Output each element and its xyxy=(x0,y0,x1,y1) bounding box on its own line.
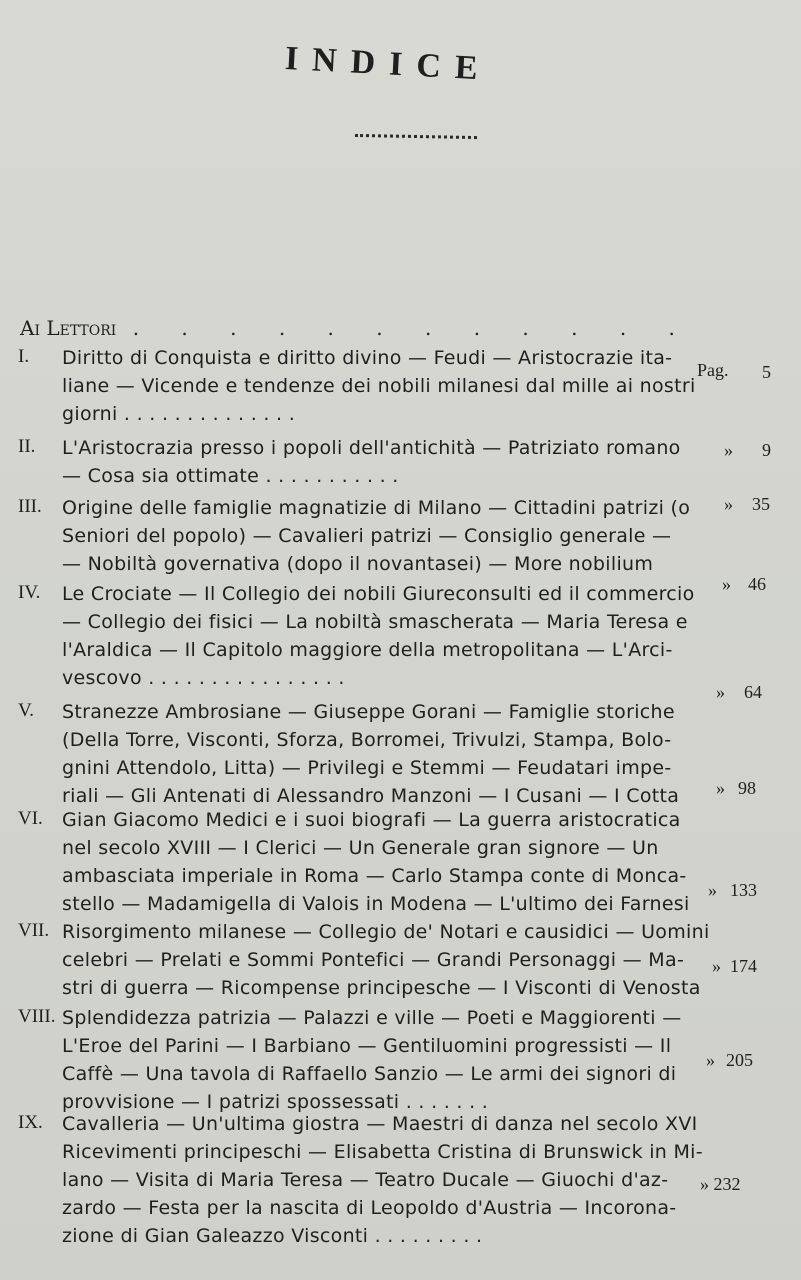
chapter-line: Ricevimenti principeschi — Elisabetta Cristina di Brunswick in Mi- xyxy=(62,1141,703,1163)
chapter-line: Origine delle famiglie magnatizie di Milano — Cittadini patrizi (o xyxy=(62,497,691,519)
chapter-line: L'Eroe del Parini — I Barbiano — Gentiluomini progressisti — Il xyxy=(62,1035,672,1057)
chapter-line: Risorgimento milanese — Collegio de' Notari e causidici — Uomini xyxy=(62,921,710,943)
chapter-number: II. xyxy=(18,436,36,457)
chapter-line: Stranezze Ambrosiane — Giuseppe Gorani — Famiglie storiche xyxy=(62,701,675,723)
chapter-number: III. xyxy=(18,496,42,517)
page-number: 205 xyxy=(726,1050,753,1070)
page-number: 98 xyxy=(738,778,756,798)
index-title: INDICE xyxy=(284,40,493,88)
chapter-line: vescovo . . . . . . . . . . . . . . . . xyxy=(62,667,345,689)
chapter-number: I. xyxy=(18,346,30,367)
chapter-line: Cavalleria — Un'ultima giostra — Maestri di danza nel secolo XVI xyxy=(62,1113,698,1135)
chapter-line: — Nobiltà governativa (dopo il novantasei) — More nobilium xyxy=(62,553,654,575)
page-label: » xyxy=(724,494,733,514)
page-number: 5 xyxy=(762,362,771,382)
chapter-line: ambasciata imperiale in Roma — Carlo Stampa conte di Monca- xyxy=(62,865,687,887)
chapter-line: L'Aristocrazia presso i popoli dell'antichità — Patriziato romano xyxy=(62,437,681,459)
page-number: 174 xyxy=(730,956,757,976)
chapter-line: provvisione — I patrizi spossessati . . . . . . . xyxy=(62,1091,489,1113)
chapter-line: nel secolo XVIII — I Clerici — Un Generale gran signore — Un xyxy=(62,837,659,859)
chapter-line: (Della Torre, Visconti, Sforza, Borromei, Trivulzi, Stampa, Bolo- xyxy=(62,729,672,751)
chapter-line: l'Araldica — Il Capitolo maggiore della metropolitana — L'Arci- xyxy=(62,639,673,661)
chapter-line: Caffè — Una tavola di Raffaello Sanzio — Le armi dei signori di xyxy=(62,1063,677,1085)
page-label: » xyxy=(716,778,725,798)
page-number: 9 xyxy=(762,440,771,460)
intro-label: Ai Lettori xyxy=(20,316,117,340)
page-number: 46 xyxy=(748,574,766,594)
title-divider xyxy=(355,134,477,139)
chapter-line: stri di guerra — Ricompense principesche — I Visconti di Venosta xyxy=(62,977,701,999)
page-label: » xyxy=(724,440,733,460)
chapter-number: IV. xyxy=(18,582,41,603)
intro-entry xyxy=(20,316,693,340)
chapter-number: IX. xyxy=(18,1112,43,1133)
chapter-number: V. xyxy=(18,700,35,721)
chapter-line: Gian Giacomo Medici e i suoi biografi — La guerra aristocratica xyxy=(62,809,681,831)
chapter-line: Splendidezza patrizia — Palazzi e ville — Poeti e Maggiorenti — xyxy=(62,1007,682,1029)
page-label: Pag. xyxy=(697,360,729,380)
chapter-line: Le Crociate — Il Collegio dei nobili Giureconsulti ed il commercio xyxy=(62,583,695,605)
final-page-number: » 232 xyxy=(700,1174,741,1194)
chapter-line: stello — Madamigella di Valois in Modena — L'ultimo dei Farnesi xyxy=(62,893,690,915)
chapter-number: VII. xyxy=(18,920,50,941)
chapter-line: giorni . . . . . . . . . . . . . . xyxy=(62,403,296,425)
chapter-line: lano — Visita di Maria Teresa — Teatro Ducale — Giuochi d'az- xyxy=(62,1169,669,1191)
page-number: 133 xyxy=(730,880,757,900)
chapter-number: VIII. xyxy=(18,1006,56,1027)
page-label: » xyxy=(712,956,721,976)
page-label: » xyxy=(708,880,717,900)
chapter-line: celebri — Prelati e Sommi Pontefici — Grandi Personaggi — Ma- xyxy=(62,949,685,971)
chapter-line: zione di Gian Galeazzo Visconti . . . . . . . . . xyxy=(62,1225,483,1247)
page-number: 64 xyxy=(744,682,762,702)
chapter-line: liane — Vicende e tendenze dei nobili milanesi dal mille ai nostri xyxy=(62,375,696,397)
chapter-line: — Collegio dei fisici — La nobiltà smascherata — Maria Teresa e xyxy=(62,611,688,633)
chapter-line: gnini Attendolo, Litta) — Privilegi e Stemmi — Feudatari impe- xyxy=(62,757,672,779)
chapter-number: VI. xyxy=(18,808,43,829)
intro-leader: . . . . . . . . . . . . xyxy=(132,316,693,340)
page-label: » xyxy=(722,574,731,594)
chapter-line: Diritto di Conquista e diritto divino — Feudi — Aristocrazie ita- xyxy=(62,347,673,369)
chapter-line: zardo — Festa per la nascita di Leopoldo d'Austria — Incorona- xyxy=(62,1197,677,1219)
chapter-line: riali — Gli Antenati di Alessandro Manzoni — I Cusani — I Cotta xyxy=(62,785,680,807)
page-label: » xyxy=(716,682,725,702)
page-label: » xyxy=(706,1050,715,1070)
chapter-line: — Cosa sia ottimate . . . . . . . . . . . xyxy=(62,465,399,487)
page-number: 35 xyxy=(752,494,770,514)
chapter-line: Seniori del popolo) — Cavalieri patrizi — Consiglio generale — xyxy=(62,525,672,547)
